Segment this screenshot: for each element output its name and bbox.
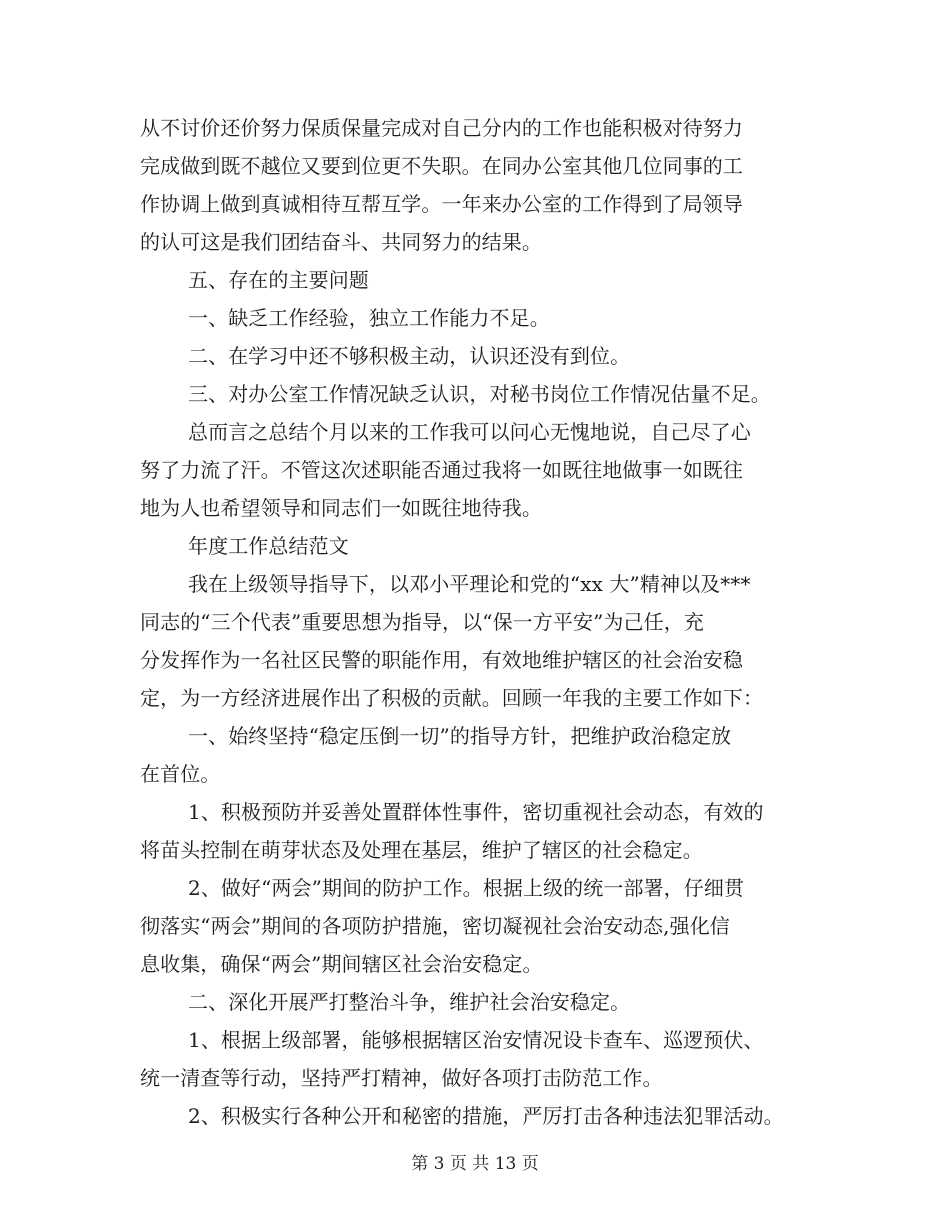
document-line: 三、对办公室工作情况缺乏认识，对秘书岗位工作情况估量不足。: [188, 382, 771, 406]
document-line: 统一清查等行动，坚持严打精神，做好各项打击防范工作。: [140, 1066, 663, 1090]
document-line: 从不讨价还价努力保质保量完成对自己分内的工作也能积极对待努力: [140, 116, 743, 140]
document-line: 一、始终坚持“稳定压倒一切”的指导方针，把维护政治稳定放: [188, 724, 732, 748]
document-line: 一、缺乏工作经验，独立工作能力不足。: [188, 306, 550, 330]
document-line: 年度工作总结范文: [188, 534, 349, 558]
document-line: 五、存在的主要问题: [188, 268, 369, 292]
document-line: 总而言之总结个月以来的工作我可以问心无愧地说，自己尽了心: [188, 420, 751, 444]
document-line: 1、根据上级部署，能够根据辖区治安情况设卡查车、巡逻预伏、: [188, 1028, 764, 1052]
document-line: 地为人也希望领导和同志们一如既往地待我。: [140, 496, 542, 520]
document-line: 将苗头控制在萌芽状态及处理在基层，维护了辖区的社会稳定。: [140, 838, 703, 862]
document-line: 定，为一方经济进展作出了积极的贡献。回顾一年我的主要工作如下：: [140, 686, 764, 710]
document-line: 分发挥作为一名社区民警的职能作用，有效地维护辖区的社会治安稳: [140, 648, 743, 672]
document-line: 二、深化开展严打整治斗争，维护社会治安稳定。: [188, 990, 631, 1014]
document-line: 的认可这是我们团结奋斗、共同努力的结果。: [140, 230, 542, 254]
document-line: 在首位。: [140, 762, 221, 786]
document-line: 1、积极预防并妥善处置群体性事件，密切重视社会动态，有效的: [188, 800, 764, 824]
document-line: 努了力流了汗。不管这次述职能否通过我将一如既往地做事一如既往: [140, 458, 743, 482]
document-line: 息收集，确保“两会”期间辖区社会治安稳定。: [140, 952, 543, 976]
document-line: 同志的“三个代表”重要思想为指导，以“保一方平安”为己任，充: [140, 610, 704, 634]
document-line: 彻落实“两会”期间的各项防护措施，密切凝视社会治安动态,强化信: [140, 914, 730, 938]
page-number-footer: 第 3 页 共 13 页: [411, 1154, 539, 1174]
document-line: 我在上级领导指导下，以邓小平理论和党的“xx 大”精神以及***: [188, 572, 751, 596]
document-line: 2、积极实行各种公开和秘密的措施，严厉打击各种违法犯罪活动。: [188, 1104, 784, 1128]
document-line: 2、做好“两会”期间的防护工作。根据上级的统一部署，仔细贯: [188, 876, 745, 900]
document-line: 完成做到既不越位又要到位更不失职。在同办公室其他几位同事的工: [140, 154, 743, 178]
document-line: 作协调上做到真诚相待互帮互学。一年来办公室的工作得到了局领导: [140, 192, 743, 216]
document-line: 二、在学习中还不够积极主动，认识还没有到位。: [188, 344, 631, 368]
